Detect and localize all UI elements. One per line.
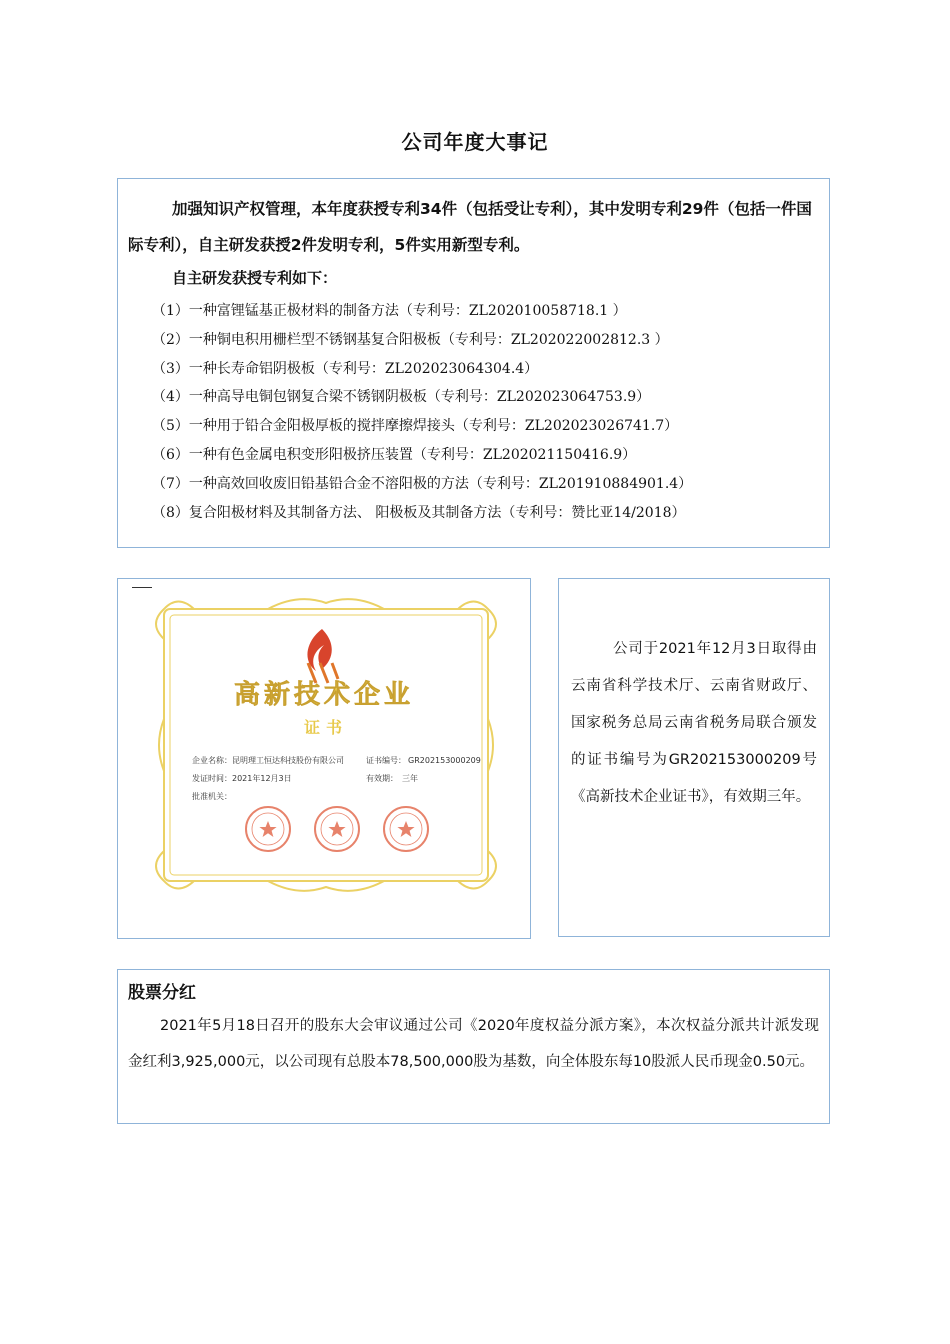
patent-item: （4）一种高导电铜包钢复合梁不锈钢阴极板（专利号：ZL202023064753.9）	[152, 389, 651, 406]
patent-subheading: 自主研发获授专利如下：	[172, 269, 338, 287]
patent-intro: 加强知识产权管理，本年度获授专利34件（包括受让专利），其中发明专利29件（包括一件国际专利），自主研发获授2件发明专利，5件实用新型专利。	[128, 200, 812, 254]
page-title: 公司年度大事记	[401, 130, 549, 154]
certificate-image	[118, 579, 530, 938]
patent-item: （3）一种长寿命铝阴极板（专利号：ZL202023064304.4）	[152, 360, 539, 377]
patent-item: （8）复合阳极材料及其制备方法、 阳极板及其制备方法（专利号：赞比亚14/2018）	[152, 504, 686, 521]
validity-value: 三年	[402, 774, 418, 783]
certificate-image-box	[117, 578, 531, 939]
seal-stamp-1	[246, 807, 290, 851]
certificate-title: 高新技术企业	[233, 680, 415, 710]
seal-stamp-3	[384, 807, 428, 851]
validity-label: 有效期：	[366, 774, 398, 783]
company-value: 昆明理工恒达科技股份有限公司	[232, 756, 344, 765]
patent-item: （2）一种铜电积用栅栏型不锈钢基复合阳极板（专利号：ZL202022002812.3 ）	[152, 331, 669, 348]
date-value: 2021年12月3日	[232, 774, 292, 783]
number-label: 证书编号：	[366, 756, 406, 765]
certificate-description: 公司于2021年12月3日取得由云南省科学技术厅、云南省财政厅、国家税务总局云南省税务局联合颁发的证书编号为GR202153000209号《高新技术企业证书》，有效期三年。	[571, 641, 817, 805]
seal-stamp-2	[315, 807, 359, 851]
patent-item: （6）一种有色金属电积变形阳极挤压装置（专利号：ZL202021150416.9）	[152, 446, 637, 463]
patent-section	[117, 178, 830, 548]
company-label: 企业名称：	[192, 756, 232, 765]
certificate-logo	[307, 629, 338, 683]
date-label: 发证时间：	[192, 774, 232, 783]
issuer-label: 批准机关：	[192, 792, 232, 801]
divider	[132, 587, 152, 588]
dividend-section	[117, 969, 830, 1124]
patent-item: （1）一种富锂锰基正极材料的制备方法（专利号：ZL202010058718.1 ）	[152, 303, 627, 319]
patent-item: （7）一种高效回收废旧铅基铅合金不溶阳极的方法（专利号：ZL201910884901.4）	[152, 475, 693, 492]
patent-item: （5）一种用于铅合金阳极厚板的搅拌摩擦焊接头（专利号：ZL202023026741.7）	[152, 418, 679, 435]
certificate-subtitle: 证书	[303, 718, 349, 737]
number-value: GR202153000209	[408, 756, 481, 765]
patent-list	[152, 297, 692, 527]
dividend-title: 股票分红	[128, 983, 196, 1003]
certificate-description-box	[558, 578, 830, 937]
dividend-body: 2021年5月18日召开的股东大会审议通过公司《2020年度权益分派方案》，本次权益分派共计派发现金红利3,925,000元，以公司现有总股本78,500,000股为基数，向全体股东每10股派人民币现金0.50元。	[128, 1018, 819, 1070]
